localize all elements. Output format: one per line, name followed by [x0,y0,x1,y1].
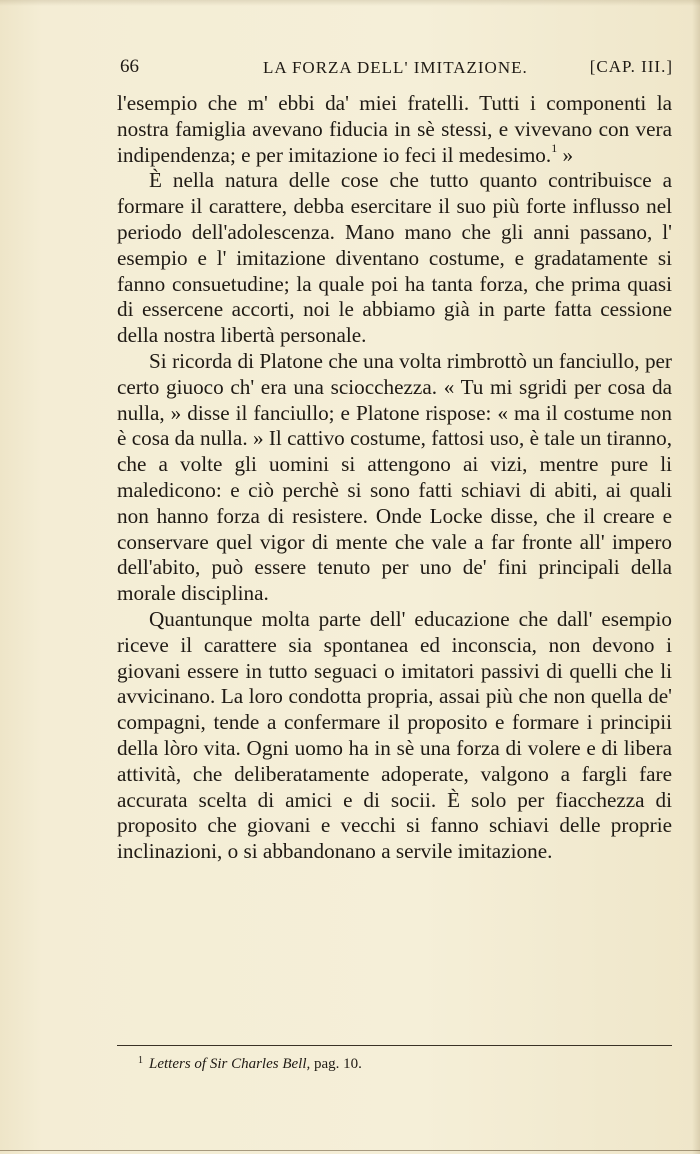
chapter-label: [CAP. III.] [589,57,673,76]
running-header [108,56,673,86]
footnote-page-ref: pag. 10. [310,1056,362,1072]
paragraph-1-text: l'esempio che m' ebbi da' miei fratelli. Tutti i componenti la nostra famiglia avevano fiducia in sè stessi, e vivevano con vera indipendenza; e per imitazione io feci il medesimo. [117,91,672,167]
paragraph-3: Si ricorda di Platone che una volta rimbrottò un fanciullo, per certo giuoco ch' era una sciocchezza. « Tu mi sgridi per cosa da nulla, » disse il fanciullo; e Platone rispose: « ma il costume non è cosa da nulla. » Il cattivo costume, fattosi uso, è tale un tiranno, che a volte gli uomini si attengono ai vizi, mentre pure li maledicono: e ciò perchè si sono fatti schiavi di abiti, ai quali non hanno forza di resistere. Onde Locke disse, che il creare e conservare quel vigor di mente che vale a far fronte all' impero dell'abito, può essere tenuto per uno de' fini principali della morale disciplina. [117,348,672,606]
page-bottom-edge [0,1150,700,1151]
paragraph-4: Quantunque molta parte dell' educazione che dall' esempio riceve il carattere sia spontanea ed inconscia, non devono i giovani essere in tutto seguaci o imitatori passivi di quelli che li avvicinano. La loro condotta propria, assai più che non quella de' compagni, tende a confermare il proposito e formare i principii della lòro vita. Ogni uomo ha in sè una forza di volere e di libera attività, che deliberatamente adoperate, valgono a fargli fare accurata scelta di amici e di socii. È solo per fiacchezza di proposito che giovani e vecchi si fanno schiavi delle proprie inclinazioni, o si abbandonano a servile imitazione. [117,606,672,864]
footnote-ref: 1 [551,140,558,155]
page-number: 66 [120,56,139,77]
page-top-shadow [0,0,700,6]
body-text [117,91,672,865]
page-right-shadow [692,0,700,1154]
paragraph-2: È nella natura delle cose che tutto quanto contribuisce a formare il carattere, debba esercitare il suo più forte influsso nel periodo dell'adolescenza. Mano mano che gli anni passano, l' esempio e l' imitazione diventano costume, e gradatamente si fanno consuetudine; la quale poi ha tanta forza, che prima quasi di essercene accorti, noi le abbiamo già in parte fatta cessione della nostra libertà personale. [117,168,672,348]
footnote-source: Letters of Sir Charles Bell, [149,1056,311,1072]
running-title: LA FORZA DELL' IMITAZIONE. [263,58,528,77]
footnote-mark: 1 [138,1055,143,1066]
closing-quote: » [557,142,574,167]
footnote [138,1054,658,1076]
paragraph-1 [117,91,672,168]
footnote-divider [117,1045,672,1046]
